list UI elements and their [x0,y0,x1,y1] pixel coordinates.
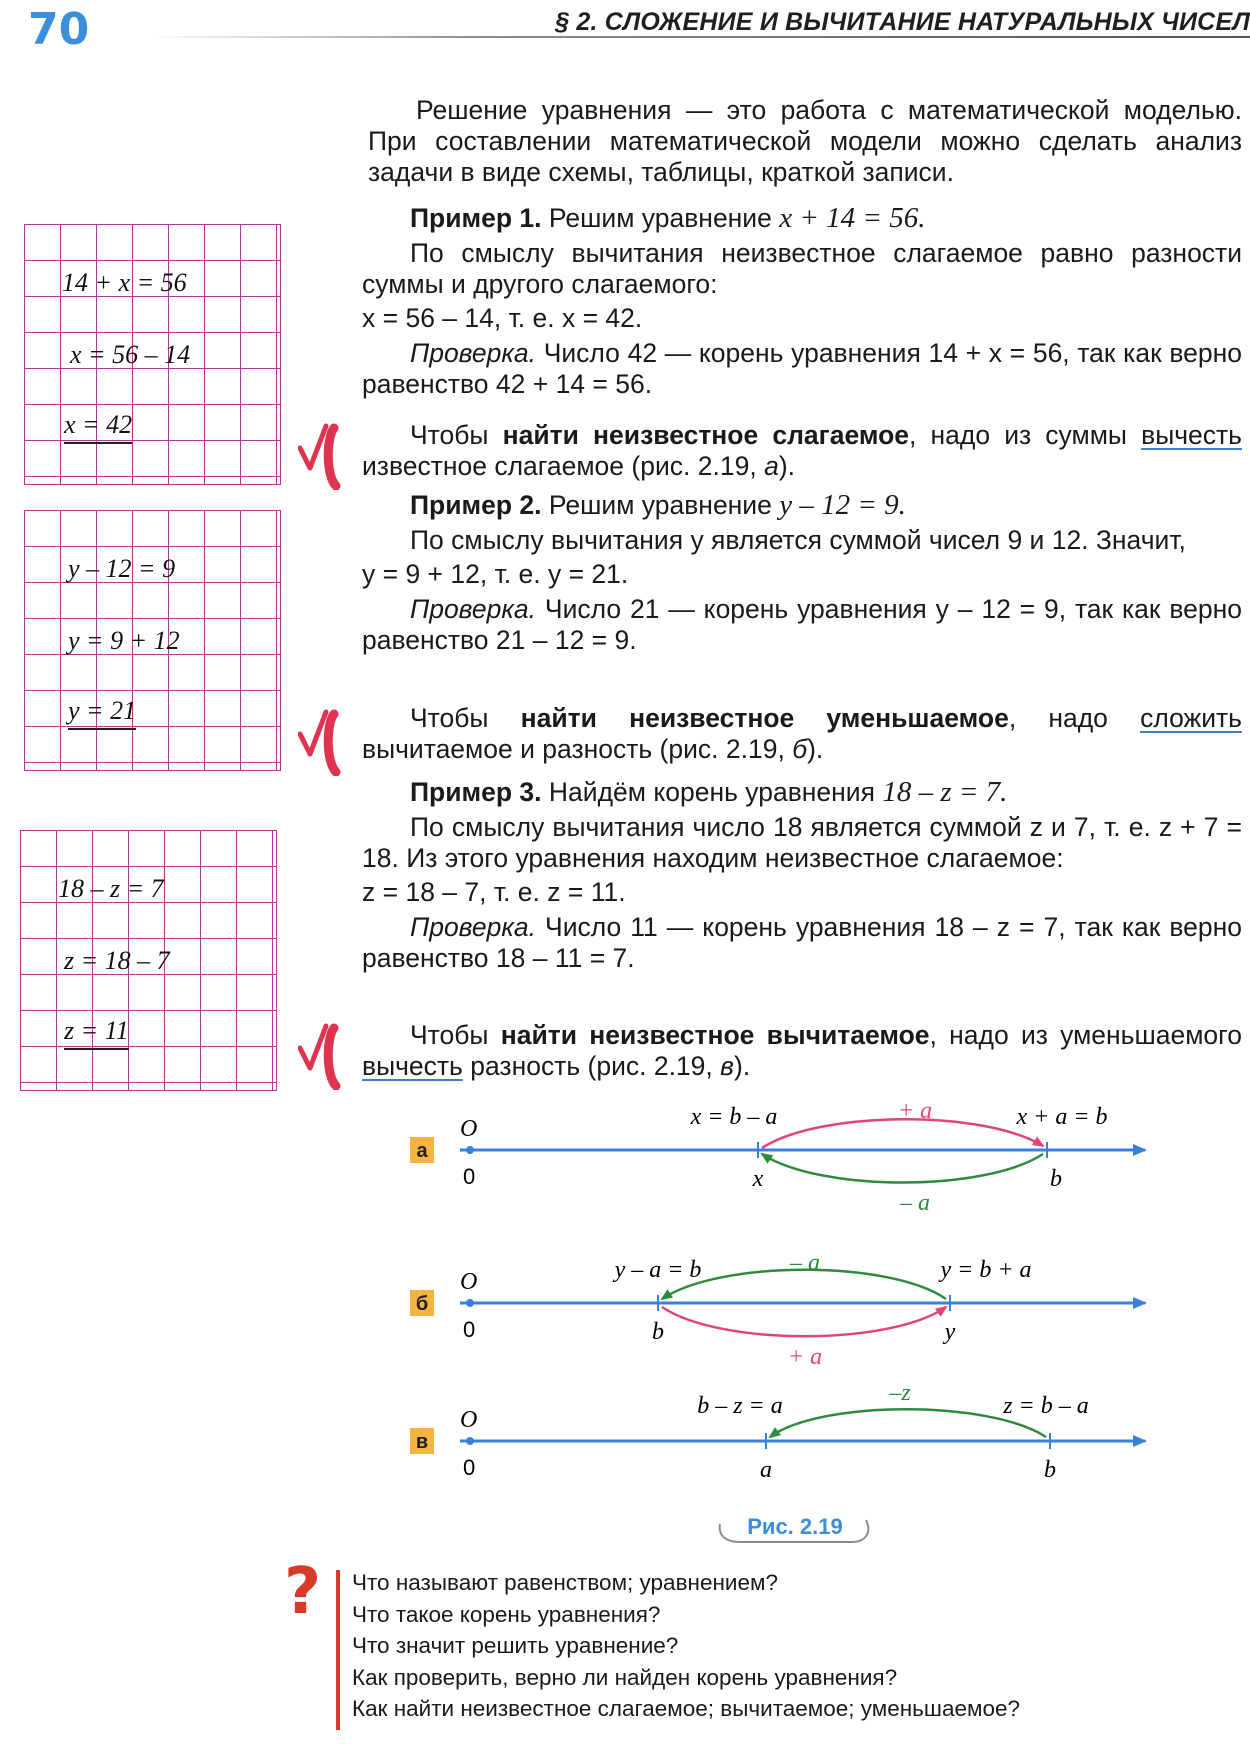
example-1-solution: x = 56 – 14, т. е. x = 42. [362,303,643,333]
question-item: Как найти неизвестное слагаемое; вычитаемое; уменьшаемое? [352,1696,1020,1721]
example-2-label: Пример 2. [410,490,542,520]
example-2-explanation: По смыслу вычитания y является суммой чисел 9 и 12. Значит, [410,525,1186,555]
rule-1-highlight: найти неизвестное слагаемое [502,420,910,450]
grid-line: x = 56 – 14 [70,340,191,369]
equation-label: x + a = b [1016,1104,1108,1130]
zero-label: 0 [463,1164,476,1189]
grid-example-1 [24,224,281,485]
example-2-check-label: Проверка. [410,594,537,624]
point-label: y [944,1319,956,1345]
example-1-label: Пример 1. [410,203,542,233]
checkmark-icon [298,1020,348,1090]
question-item: Что называют равенством; уравнением? [352,1570,778,1595]
grid-line: y = 9 + 12 [68,626,180,655]
grid-example-2 [24,510,281,771]
figure-caption-text: Рис. 2.19 [747,1514,843,1539]
origin-dot [466,1146,474,1154]
equation-label: x = b – a [690,1104,778,1130]
point-label: b [1050,1166,1062,1192]
intro-paragraph: Решение уравнения — это работа с математической моделью. При составлении математической модели можно сделать анализ задачи в виде схемы, таблицы, краткой записи. [368,95,1242,187]
figure-panel-c [410,1380,1145,1483]
question-item: Что значит решить уравнение? [352,1633,679,1658]
example-3-explanation: По смыслу вычитания число 18 является суммой z и 7, т. е. z + 7 = 18. Из этого уравнения находим неизвестное слагаемое: [362,812,1242,873]
equation-label: y – a = b [614,1257,702,1283]
grid-line: 18 – z = 7 [58,874,164,903]
question-item: Что такое корень уравнения? [352,1601,661,1627]
arc-label: –z [889,1380,911,1406]
example-3-label: Пример 3. [410,777,542,807]
arc-label: – a [790,1250,820,1276]
grid-example-3 [20,830,277,1091]
figure-2-19 [400,1100,1180,1560]
rule-3-highlight: найти неизвестное вычитаемое [500,1020,930,1050]
running-head: § 2. СЛОЖЕНИЕ И ВЫЧИТАНИЕ НАТУРАЛЬНЫХ ЧИСЕЛ [555,8,1250,36]
grid-line: y – 12 = 9 [68,554,176,583]
figure-caption [720,1514,869,1542]
point-label: x [752,1166,764,1192]
example-2-equation: y – 12 = 9. [779,489,906,521]
arc-label: – a [900,1190,930,1216]
rule-1-underlined: вычесть [1141,420,1242,450]
example-1-task: Решим уравнение [548,203,772,233]
origin-dot [466,1437,474,1445]
equation-label: b – z = a [697,1393,783,1419]
example-1-explanation: По смыслу вычитания неизвестное слагаемое равно разности суммы и другого слагаемого: [362,238,1242,299]
panel-tag: в [415,1431,429,1453]
point-label: b [1044,1457,1056,1483]
page-number: 70 [28,4,90,55]
example-3-solution: z = 18 – 7, т. е. z = 11. [362,877,626,907]
example-3 [362,777,1242,974]
grid-line: y = 21 [68,696,136,730]
example-1-check-label: Проверка. [410,338,537,368]
example-1-check-text: Число 42 — корень уравнения 14 + x = 56, так как верно равенство 42 + 14 = 56. [362,338,1242,399]
question-mark-icon: ? [284,1555,322,1629]
example-3-check-text: Число 11 — корень уравнения 18 – z = 7, так как верно равенство 18 – 11 = 7. [362,912,1242,973]
grid-line: z = 18 – 7 [64,946,170,975]
plus-arc [662,1307,946,1336]
minus-arc [762,1154,1043,1183]
questions-list [352,1567,1020,1725]
origin-dot [466,1299,474,1307]
zero-label: 0 [463,1317,476,1342]
origin-label: O [460,1269,478,1295]
panel-tag: а [416,1140,428,1162]
question-item: Как проверить, верно ли найден корень уравнения? [352,1664,898,1690]
example-1-equation: x + 14 = 56. [779,202,926,234]
example-2-check-text: Число 21 — корень уравнения y – 12 = 9, так как верно равенство 21 – 12 = 9. [362,594,1242,655]
panel-tag: б [415,1293,429,1315]
point-label: b [652,1319,664,1345]
arc-label: + a [787,1344,823,1370]
example-3-check-label: Проверка. [410,912,537,942]
example-2 [362,490,1242,656]
figure-panel-a [410,1100,1145,1216]
grid-line: x = 42 [64,410,132,444]
rule-1: Чтобы найти неизвестное слагаемое, надо из суммы вычесть известное слагаемое (рис. 2.19, а). [362,420,1242,481]
origin-label: O [460,1407,478,1433]
grid-line: 14 + x = 56 [62,268,187,297]
example-2-task: Решим уравнение [548,490,772,520]
example-3-equation: 18 – z = 7. [882,776,1008,808]
rule-2: Чтобы найти неизвестное уменьшаемое, надо сложить вычитаемое и разность (рис. 2.19, б). [362,703,1242,764]
equation-label: y = b + a [940,1257,1032,1283]
grid-line: z = 11 [64,1016,129,1050]
example-3-task: Найдём корень уравнения [548,777,875,807]
checkmark-icon [298,706,348,776]
example-1 [362,203,1242,400]
rule-3-underlined: вычесть [362,1051,463,1081]
example-2-solution: y = 9 + 12, т. е. y = 21. [362,559,629,589]
arc-label: + a [897,1100,933,1124]
equation-label: z = b – a [1003,1393,1089,1419]
rule-2-highlight: найти неизвестное уменьшаемое [520,703,1009,733]
figure-panel-b [410,1250,1145,1370]
zero-label: 0 [463,1455,476,1480]
checkmark-icon [298,420,348,490]
point-label: a [760,1457,772,1483]
questions-bar [336,1570,340,1730]
rule-2-underlined: сложить [1140,703,1242,733]
origin-label: O [460,1116,478,1142]
rule-3: Чтобы найти неизвестное вычитаемое, надо из уменьшаемого вычесть разность (рис. 2.19, в). [362,1020,1242,1081]
